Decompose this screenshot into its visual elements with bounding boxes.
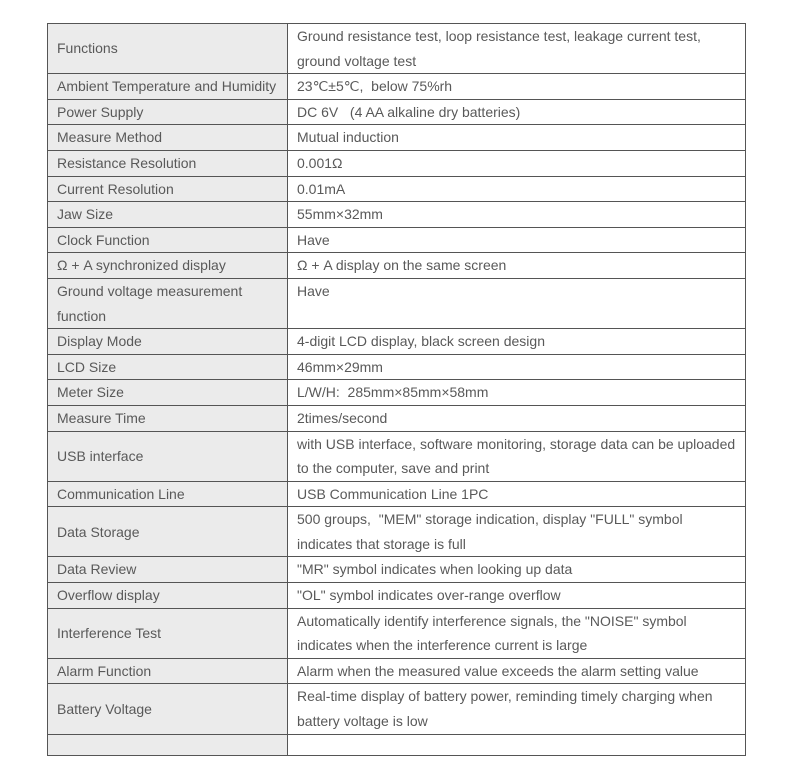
spec-label-cell: Overflow display xyxy=(48,583,288,609)
spec-label-cell: USB interface xyxy=(48,431,288,481)
table-row xyxy=(48,329,746,355)
table-row xyxy=(48,583,746,609)
table-row xyxy=(48,176,746,202)
spec-label-cell: Ω + A synchronized display xyxy=(48,253,288,279)
table-row xyxy=(48,99,746,125)
table-row xyxy=(48,24,746,74)
spec-value-cell: Have xyxy=(288,227,746,253)
table-row xyxy=(48,125,746,151)
table-row xyxy=(48,684,746,734)
table-row xyxy=(48,202,746,228)
spec-value-cell: Ω + A display on the same screen xyxy=(288,253,746,279)
table-row xyxy=(48,227,746,253)
spec-label-cell: Functions xyxy=(48,24,288,74)
spec-value-cell: 2times/second xyxy=(288,405,746,431)
spec-label-cell: Battery Voltage xyxy=(48,684,288,734)
spec-value-cell: 4-digit LCD display, black screen design xyxy=(288,329,746,355)
table-row xyxy=(48,150,746,176)
spec-label-cell: Current Resolution xyxy=(48,176,288,202)
spec-label-cell: LCD Size xyxy=(48,354,288,380)
table-row xyxy=(48,557,746,583)
spec-value-cell: L/W/H: 285mm×85mm×58mm xyxy=(288,380,746,406)
spec-value-cell: with USB interface, software monitoring, storage data can be uploaded to the computer, save and print xyxy=(288,431,746,481)
spec-label-cell: Measure Time xyxy=(48,405,288,431)
table-row xyxy=(48,405,746,431)
spec-value-cell: USB Communication Line 1PC xyxy=(288,481,746,507)
spec-document-page xyxy=(47,23,745,756)
table-row xyxy=(48,431,746,481)
spec-label-cell: Interference Test xyxy=(48,608,288,658)
spec-value-cell: DC 6V (4 AA alkaline dry batteries) xyxy=(288,99,746,125)
table-row xyxy=(48,278,746,328)
spec-label-cell: Ground voltage measurement function xyxy=(48,278,288,328)
spec-label-cell: Resistance Resolution xyxy=(48,150,288,176)
spec-label-cell: Ambient Temperature and Humidity xyxy=(48,74,288,100)
spec-label-cell: Communication Line xyxy=(48,481,288,507)
spec-value-cell: 0.01mA xyxy=(288,176,746,202)
spec-table-body xyxy=(48,24,746,756)
spec-label-cell: Alarm Function xyxy=(48,658,288,684)
spec-value-cell: Real-time display of battery power, reminding timely charging when battery voltage is low xyxy=(288,684,746,734)
spec-value-cell: Alarm when the measured value exceeds the alarm setting value xyxy=(288,658,746,684)
spec-label-cell: Meter Size xyxy=(48,380,288,406)
spec-value-cell: Automatically identify interference signals, the "NOISE" symbol indicates when the interference current is large xyxy=(288,608,746,658)
table-row-partial xyxy=(48,734,746,755)
spec-label-cell xyxy=(48,734,288,755)
spec-label-cell: Measure Method xyxy=(48,125,288,151)
spec-label-cell: Jaw Size xyxy=(48,202,288,228)
spec-value-cell: "MR" symbol indicates when looking up data xyxy=(288,557,746,583)
spec-value-cell xyxy=(288,734,746,755)
spec-label-cell: Data Storage xyxy=(48,507,288,557)
spec-table xyxy=(47,23,746,756)
spec-value-cell: 46mm×29mm xyxy=(288,354,746,380)
table-row xyxy=(48,608,746,658)
table-row xyxy=(48,658,746,684)
spec-value-cell: 23℃±5℃, below 75%rh xyxy=(288,74,746,100)
table-row xyxy=(48,253,746,279)
table-row xyxy=(48,380,746,406)
spec-label-cell: Display Mode xyxy=(48,329,288,355)
spec-value-cell: 500 groups, "MEM" storage indication, display "FULL" symbol indicates that storage is full xyxy=(288,507,746,557)
spec-value-cell: Mutual induction xyxy=(288,125,746,151)
spec-value-cell: 0.001Ω xyxy=(288,150,746,176)
table-row xyxy=(48,507,746,557)
spec-label-cell: Clock Function xyxy=(48,227,288,253)
spec-value-cell: 55mm×32mm xyxy=(288,202,746,228)
spec-label-cell: Data Review xyxy=(48,557,288,583)
spec-value-cell: "OL" symbol indicates over-range overflow xyxy=(288,583,746,609)
spec-value-cell: Have xyxy=(288,278,746,328)
spec-value-cell: Ground resistance test, loop resistance test, leakage current test, ground voltage test xyxy=(288,24,746,74)
table-row xyxy=(48,354,746,380)
table-row xyxy=(48,74,746,100)
table-row xyxy=(48,481,746,507)
spec-label-cell: Power Supply xyxy=(48,99,288,125)
